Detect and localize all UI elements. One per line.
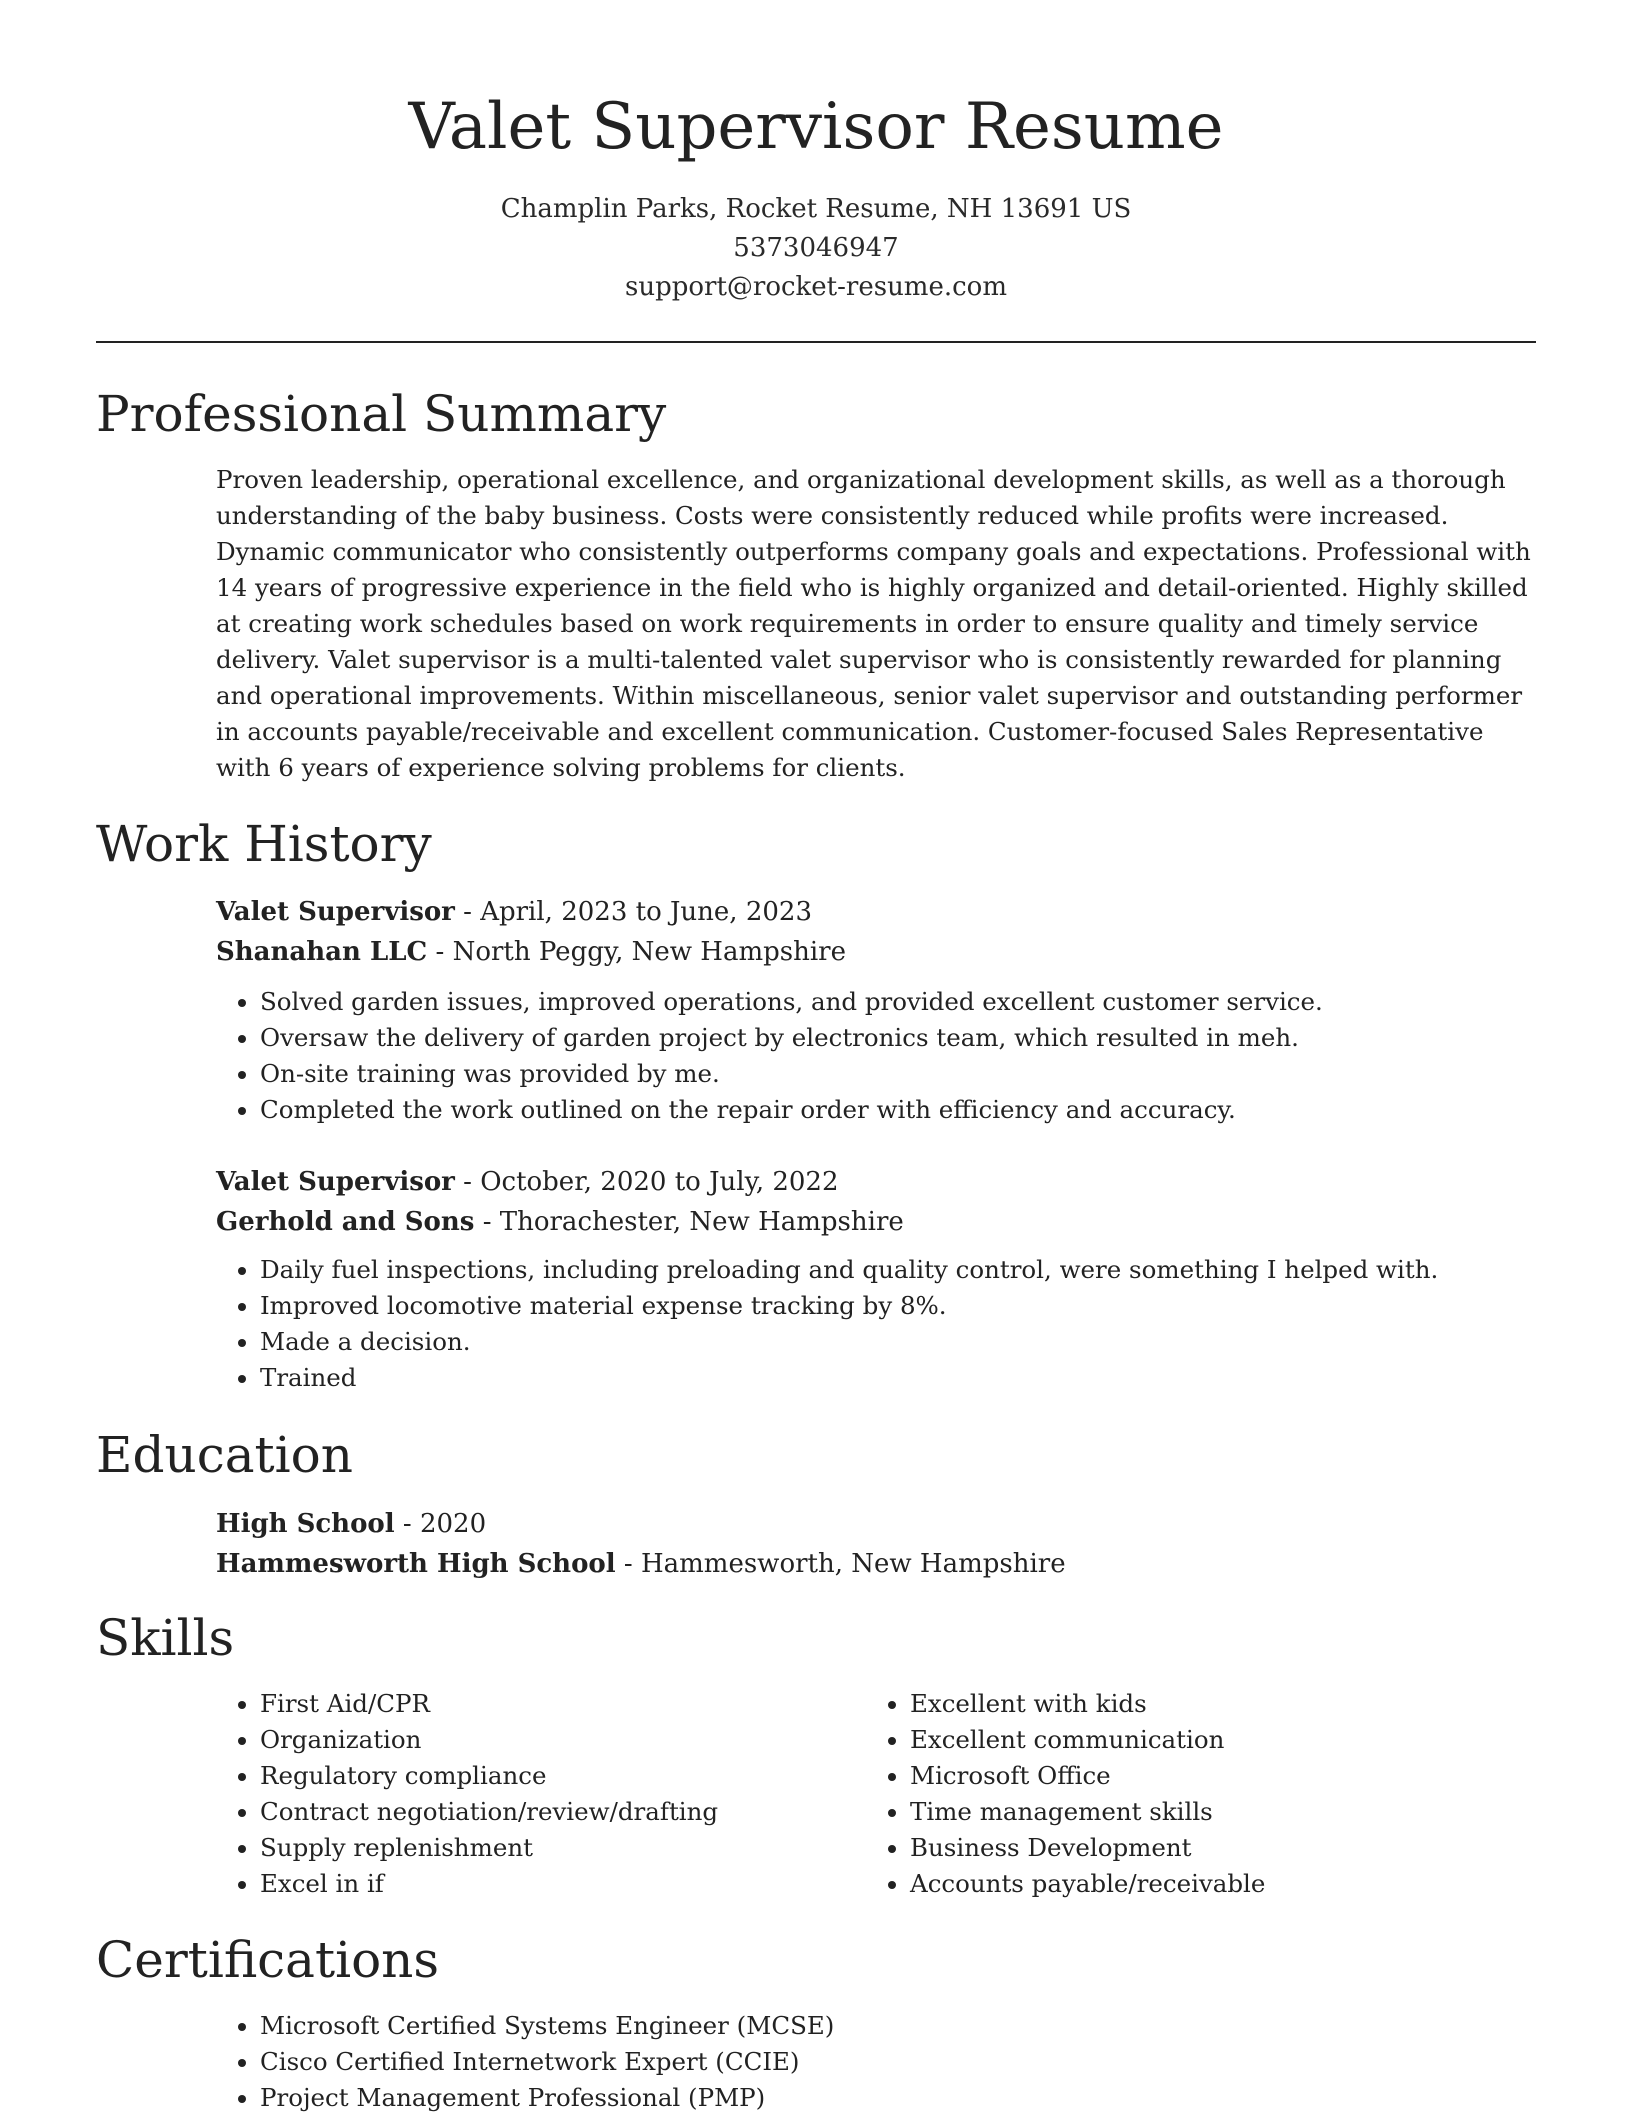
education-year: - 2020	[394, 1509, 487, 1539]
list-item: • Improved locomotive material expense tracking by 8%.	[260, 1288, 1536, 1324]
summary-heading: Professional Summary	[96, 385, 667, 443]
certification-item: • Project Management Professional (PMP)	[260, 2080, 1536, 2116]
contact-email: support@rocket-resume.com	[624, 272, 1007, 302]
skill-item: • Contract negotiation/review/drafting	[260, 1794, 816, 1830]
skill-item: • Excellent with kids	[910, 1686, 1466, 1722]
education-school: Hammesworth High School	[216, 1549, 616, 1579]
job-title: Valet Supervisor	[216, 1167, 455, 1197]
job-bullets	[216, 1252, 1536, 1396]
job-bullets	[216, 984, 1536, 1128]
job-company: Gerhold and Sons	[216, 1207, 475, 1237]
list-item: • Made a decision.	[260, 1324, 1536, 1360]
certifications-section	[216, 2008, 1536, 2116]
list-item: • Oversaw the delivery of garden project by electronics team, which resulted in meh.	[260, 1020, 1536, 1056]
skill-item: • Excellent communication	[910, 1722, 1466, 1758]
job-title-line	[216, 1162, 1536, 1202]
certifications-list	[216, 2008, 1536, 2116]
job-company-line	[216, 932, 1536, 972]
work-history-heading: Work History	[96, 815, 432, 873]
skills-heading: Skills	[96, 1609, 235, 1667]
contact-phone: 5373046947	[733, 233, 899, 263]
skill-item: • Accounts payable/receivable	[910, 1866, 1466, 1902]
education-location: - Hammesworth, New Hampshire	[615, 1549, 1066, 1579]
skills-column-right	[866, 1686, 1466, 1902]
list-item: • Trained	[260, 1360, 1536, 1396]
skills-list-left	[216, 1686, 816, 1902]
job-title-line	[216, 892, 1536, 932]
list-item: • Solved garden issues, improved operations, and provided excellent customer service.	[260, 984, 1536, 1020]
list-item: • On-site training was provided by me.	[260, 1056, 1536, 1092]
certification-item: • Cisco Certified Internetwork Expert (CCIE)	[260, 2044, 1536, 2080]
summary-text: Proven leadership, operational excellence, and organizational development skills, as well as a thorough understanding of the baby business. Costs were consistently reduced while profits were increased. Dynamic communicator who consistently outperforms company goals and expectations. Professional with 14 years of progressive experience in the field who is highly organized and detail-oriented. Highly skilled at creating work schedules based on work requirements in order to ensure quality and timely service delivery. Valet supervisor is a multi-talented valet supervisor who is consistently rewarded for planning and operational improvements. Within miscellaneous, senior valet supervisor and outstanding performer in accounts payable/receivable and excellent communication. Customer-focused Sales Representative with 6 years of experience solving problems for clients.	[216, 465, 1531, 782]
contact-address: Champlin Parks, Rocket Resume, NH 13691 US	[500, 194, 1132, 224]
skill-item: • Organization	[260, 1722, 816, 1758]
certifications-heading: Certifications	[96, 1931, 440, 1989]
education-degree-line	[216, 1504, 1536, 1544]
skill-item: • Regulatory compliance	[260, 1758, 816, 1794]
contact-block	[0, 190, 1632, 307]
header-divider	[96, 341, 1536, 343]
resume-header	[0, 0, 1632, 307]
education-entry	[216, 1504, 1536, 1584]
skill-item: • Business Development	[910, 1830, 1466, 1866]
job-dates: - October, 2020 to July, 2022	[454, 1167, 839, 1197]
skill-item: • Time management skills	[910, 1794, 1466, 1830]
job-title: Valet Supervisor	[216, 897, 455, 927]
skill-item: • First Aid/CPR	[260, 1686, 816, 1722]
skill-item: • Microsoft Office	[910, 1758, 1466, 1794]
skill-item: • Supply replenishment	[260, 1830, 816, 1866]
job-location: - Thorachester, New Hampshire	[474, 1207, 904, 1237]
job-entry	[216, 892, 1536, 1128]
education-degree: High School	[216, 1509, 395, 1539]
certification-item: • Microsoft Certified Systems Engineer (MCSE)	[260, 2008, 1536, 2044]
job-entry	[216, 1162, 1536, 1396]
job-location: - North Peggy, New Hampshire	[427, 937, 846, 967]
education-heading: Education	[96, 1426, 353, 1484]
skill-item: • Excel in if	[260, 1866, 816, 1902]
summary-section	[216, 462, 1536, 786]
job-dates: - April, 2023 to June, 2023	[454, 897, 812, 927]
skills-column-left	[216, 1686, 816, 1902]
skills-list-right	[866, 1686, 1466, 1902]
resume-title: Valet Supervisor Resume	[408, 90, 1224, 164]
list-item: • Completed the work outlined on the repair order with efficiency and accuracy.	[260, 1092, 1536, 1128]
education-school-line	[216, 1544, 1536, 1584]
job-company-line	[216, 1202, 1536, 1242]
list-item: • Daily fuel inspections, including preloading and quality control, were something I helped with.	[260, 1252, 1536, 1288]
job-company: Shanahan LLC	[216, 937, 428, 967]
